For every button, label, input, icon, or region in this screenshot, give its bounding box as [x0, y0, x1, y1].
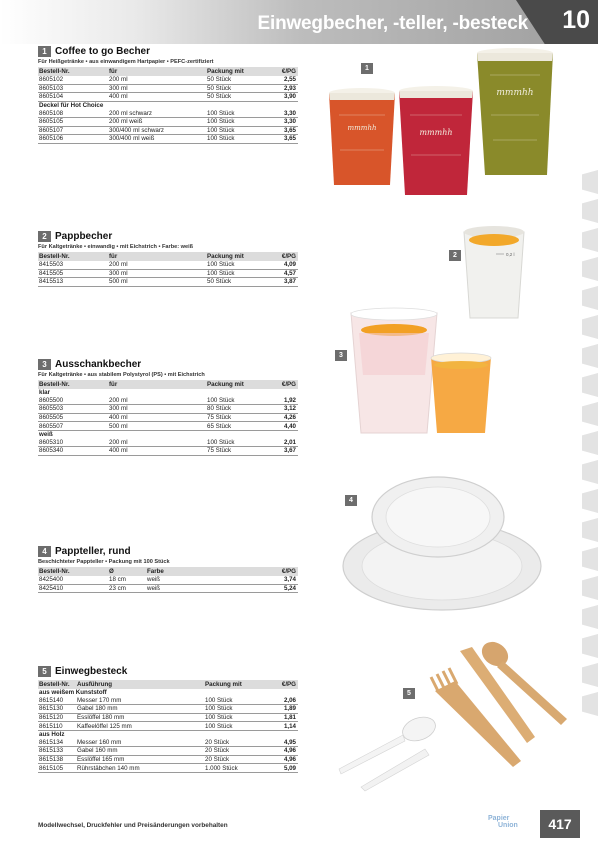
cup-script-text: mmmhh: [496, 88, 534, 98]
table-row: 8605503 300 ml 80 Stück 3,12: [39, 405, 296, 413]
table-row: 8605103 300 ml 50 Stück 2,93: [39, 84, 296, 92]
section-subtitle: Für Heißgetränke • aus einwandigem Hartpapier • PEFC-zertifiziert: [38, 59, 214, 65]
footer-note: Modellwechsel, Druckfehler und Preisänderungen vorbehalten: [38, 822, 228, 829]
chapter-tab-stack: [582, 170, 598, 735]
product-table: Bestell-Nr. Ø Farbe €/PG 8425400 18 cm weiß 3,74 8425410 23 cm weiß 5,24: [39, 568, 296, 592]
table-row: 8605107 300/400 ml schwarz 100 Stück 3,65: [39, 126, 296, 134]
section-subtitle: Beschichteter Pappteller • Packung mit 100 Stück: [38, 559, 170, 565]
section-subtitle: Für Kaltgetränke • einwandig • mit Eichstrich • Farbe: weiß: [38, 244, 194, 250]
image-label: 4: [345, 495, 357, 506]
table-row: 8615105 Rührstäbchen 140 mm 1.000 Stück 5,09: [39, 764, 296, 772]
table-row: 8415513 500 ml 50 Stück 3,87: [39, 278, 296, 286]
section-title: Coffee to go Becher: [55, 45, 151, 57]
section-title: Ausschankbecher: [55, 358, 142, 370]
section-title: Pappbecher: [55, 230, 113, 242]
table-row: 8615130 Gabel 180 mm 100 Stück 1,89: [39, 705, 296, 713]
image-label: 1: [361, 63, 373, 74]
table-row: 8615134 Messer 160 mm 20 Stück 4,95: [39, 738, 296, 746]
gauge-text: 0,2 l: [506, 252, 515, 257]
table-row: 8605106 300/400 ml weiß 100 Stück 3,65: [39, 135, 296, 143]
table-row: 8425410 23 cm weiß 5,24: [39, 584, 296, 592]
paper-plates-image: [340, 472, 545, 614]
section-number: 5: [38, 666, 51, 677]
table-row: 8615133 Gabel 160 mm 20 Stück 4,96: [39, 747, 296, 755]
table-row: 8605108 200 ml schwarz 100 Stück 3,30: [39, 109, 296, 117]
section-number: 4: [38, 546, 51, 557]
section-ausschankbecher: [38, 358, 298, 456]
section-number: 1: [38, 46, 51, 57]
table-row: 8615120 Esslöffel 180 mm 100 Stück 1,81: [39, 714, 296, 722]
table-row: 8615138 Esslöffel 165 mm 20 Stück 4,96: [39, 756, 296, 764]
table-row: 8605105 200 ml weiß 100 Stück 3,30: [39, 118, 296, 126]
table-row: 8605507 500 ml 65 Stück 4,40: [39, 422, 296, 430]
group-row: aus weißem Kunststoff: [39, 689, 107, 697]
section-title: Einwegbesteck: [55, 665, 128, 677]
table-row: 8605340 400 ml 75 Stück 3,67: [39, 447, 296, 455]
coffee-cups-image: [325, 45, 560, 200]
cutlery-image: [335, 637, 575, 807]
product-table: Bestell-Nr. für Packung mit €/PG 8605102 200 ml 50 Stück 2,55 8605103 300 ml 50 Stück 2,93 8605104 400 ml 50 Stück 3,90 Deckel für Hot Choice 8605108 200 ml schwarz 100 Stück 3,30 8605105 200 ml weiß 100 Stück 3,30 8605107 300/400 ml schwarz 100 Stück 3,65 8605106 300/400 ml weiß 100 Stück 3,65: [39, 68, 296, 143]
image-label: 3: [335, 350, 347, 361]
section-number: 2: [38, 231, 51, 242]
image-label: 2: [449, 250, 461, 261]
table-row: 8605500 200 ml 100 Stück 1,92: [39, 396, 296, 404]
product-table: Bestell-Nr. Ausführung Packung mit €/PG aus weißem Kunststoff 8615140 Messer 170 mm 100 Stück 2,06 8615130 Gabel 180 mm 100 Stück 1,89 8615120 Esslöffel 180 mm 100 Stück 1,81 8615110 Kaffeelöffel 125 mm 100 Stück 1,14 aus Holz 8615134 Messer 160 mm 20 Stück 4,95 8615133 Gabel 160 mm 20 Stück 4,96 8615138 Esslöffel 165 mm 20 Stück 4,96 8615105 Rührstäbchen 140 mm 1.000 Stück 5,09: [39, 681, 296, 772]
section-subtitle: Für Kaltgetränke • aus stabilem Polystyrol (PS) • mit Eichstrich: [38, 372, 205, 378]
table-row: 8605102 200 ml 50 Stück 2,55: [39, 76, 296, 84]
group-row: aus Holz: [39, 731, 65, 739]
product-table: Bestell-Nr. für Packung mit €/PG klar 8605500 200 ml 100 Stück 1,92 8605503 300 ml 80 Stück 3,12 8605505 400 ml 75 Stück 4,26 8605507 500 ml 65 Stück 4,40 weiß 8605310 200 ml 100 Stück 2,01 8605340 400 ml 75 Stück 3,67: [39, 381, 296, 455]
table-row: 8425400 18 cm weiß 3,74: [39, 576, 296, 584]
table-row: 8605104 400 ml 50 Stück 3,90: [39, 93, 296, 101]
section-title: Pappteller, rund: [55, 545, 131, 557]
image-label: 5: [403, 688, 415, 699]
brand-logo: Papier Union: [488, 815, 518, 829]
group-row: klar: [39, 389, 51, 397]
page-number: 417: [540, 810, 580, 838]
product-table: Bestell-Nr. für Packung mit €/PG 8415503 200 ml 100 Stück 4,09 8415505 300 ml 100 Stück 4,57 8415513 500 ml 50 Stück 3,87: [39, 253, 296, 286]
table-row: 8415505 300 ml 100 Stück 4,57: [39, 269, 296, 277]
group-row: weiß: [39, 431, 53, 439]
table-row: 8615110 Kaffeelöffel 125 mm 100 Stück 1,14: [39, 722, 296, 730]
table-row: 8605505 400 ml 75 Stück 4,26: [39, 414, 296, 422]
section-pappteller: [38, 545, 298, 593]
table-row: 8615140 Messer 170 mm 100 Stück 2,06: [39, 696, 296, 704]
plastic-cups-image: [345, 305, 495, 440]
section-einwegbesteck: [38, 665, 298, 773]
cup-script-text: mmmhh: [419, 128, 453, 137]
section-coffee-to-go: [38, 45, 298, 144]
table-row: 8415503 200 ml 100 Stück 4,09: [39, 261, 296, 269]
group-row: Deckel für Hot Choice: [39, 102, 104, 110]
section-number: 3: [38, 359, 51, 370]
section-pappbecher: [38, 230, 298, 287]
chapter-number: 10: [562, 6, 590, 34]
cup-script-text: mmmhh: [347, 124, 377, 132]
table-row: 8605310 200 ml 100 Stück 2,01: [39, 438, 296, 446]
page-title: Einwegbecher, -teller, -besteck: [257, 13, 528, 34]
